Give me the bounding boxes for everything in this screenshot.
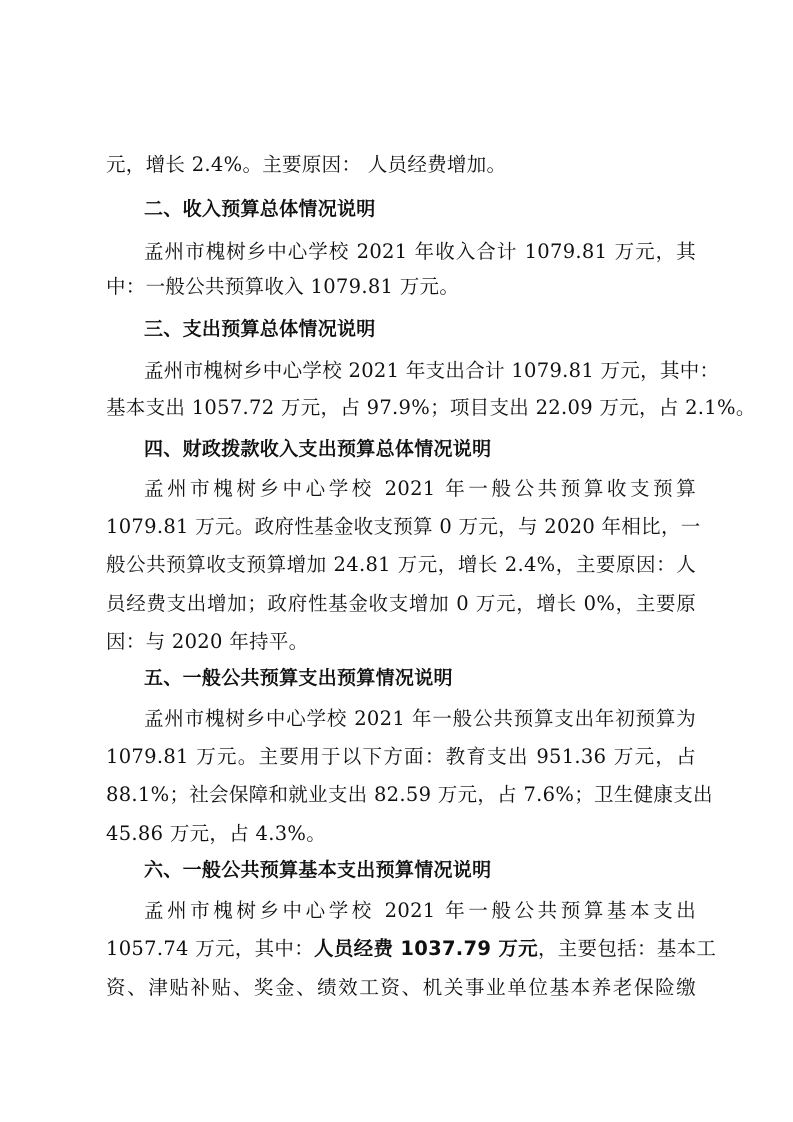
paragraph-line: 中：一般公共预算收入 1079.81 万元。 — [106, 275, 460, 298]
paragraph-line: 因：与 2020 年持平。 — [106, 630, 309, 653]
paragraph-line: 孟州市槐树乡中心学校 2021 年支出合计 1079.81 万元，其中： — [144, 359, 720, 382]
section-heading-general-public-budget: 五、一般公共预算支出预算情况说明 — [144, 667, 453, 689]
section-heading-basic-expenditure: 六、一般公共预算基本支出预算情况说明 — [144, 859, 492, 881]
paragraph-line: 孟州市槐树乡中心学校 2021 年收入合计 1079.81 万元，其 — [144, 240, 696, 263]
paragraph-line: 1079.81 万元。主要用于以下方面：教育支出 951.36 万元，占 — [106, 745, 696, 768]
section-heading-income: 二、收入预算总体情况说明 — [144, 198, 376, 220]
paragraph-line: 45.86 万元，占 4.3%。 — [106, 822, 327, 845]
paragraph-text: 1057.74 万元，其中： — [106, 937, 315, 960]
paragraph-line — [106, 935, 717, 963]
paragraph-line: 般公共预算收支预算增加 24.81 万元，增长 2.4%，主要原因：人 — [106, 553, 696, 576]
paragraph-text: ，主要包括：基本工 — [537, 937, 717, 960]
paragraph-line: 孟州市槐树乡中心学校 2021 年一般公共预算支出年初预算为 — [144, 707, 696, 730]
paragraph-line: 资、津贴补贴、奖金、绩效工资、机关事业单位基本养老保险缴 — [106, 976, 696, 999]
paragraph-line: 88.1%；社会保障和就业支出 82.59 万元，占 7.6%；卫生健康支出 — [106, 783, 713, 806]
paragraph-line: 基本支出 1057.72 万元，占 97.9%；项目支出 22.09 万元，占 2.1%。 — [106, 396, 756, 419]
paragraph-line: 孟州市槐树乡中心学校 2021 年一般公共预算收支预算 — [144, 477, 696, 500]
section-heading-expenditure: 三、支出预算总体情况说明 — [144, 318, 376, 340]
personnel-cost-highlight: 人员经费 1037.79 万元 — [314, 937, 538, 960]
paragraph-line: 员经费支出增加；政府性基金收支增加 0 万元，增长 0%，主要原 — [106, 592, 696, 615]
section-heading-fiscal-allocation: 四、财政拨款收入支出预算总体情况说明 — [144, 438, 492, 460]
paragraph-line: 孟州市槐树乡中心学校 2021 年一般公共预算基本支出 — [144, 899, 696, 922]
paragraph-line: 元，增长 2.4%。主要原因： 人员经费增加。 — [106, 153, 507, 176]
paragraph-line: 1079.81 万元。政府性基金收支预算 0 万元，与 2020 年相比，一 — [106, 515, 701, 538]
